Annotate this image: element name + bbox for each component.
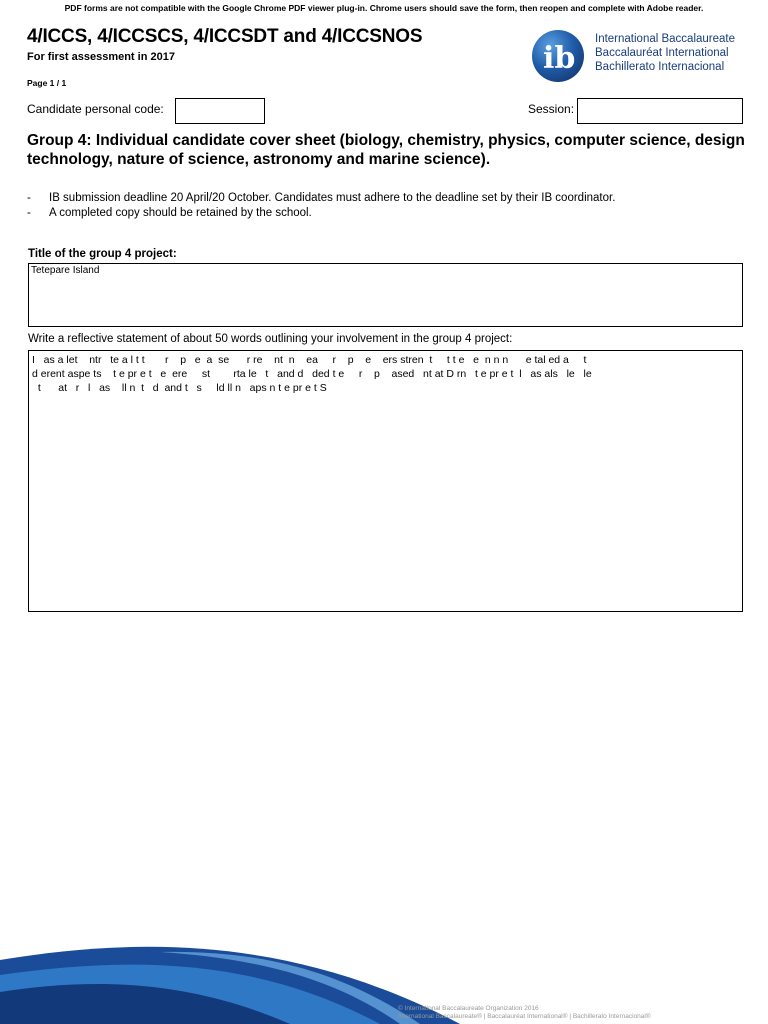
reflection-line: I as a let ntr te a l t t r p e a se r re nt n ea r p e ers stren t t t e e n n n e tal ed a t (32, 354, 587, 366)
reflection-label: Write a reflective statement of about 50 words outlining your involvement in the group 4 project: (28, 333, 513, 345)
ib-globe-icon (530, 28, 590, 84)
page-number: Page 1 / 1 (27, 78, 67, 88)
reflection-line: d erent aspe ts t e pr e t e ere st rta le t and d ded t e r p ased nt at D rn t e pr e t l as als le le (32, 368, 592, 380)
logo-line-fr: Baccalauréat International (595, 47, 729, 59)
copyright-notice (398, 1005, 651, 1021)
copyright-line: © International Baccalaureate Organization 2016 (398, 1005, 539, 1012)
browser-compat-notice: PDF forms are not compatible with the Google Chrome PDF viewer plug-in. Chrome users should save the form, then reopen and complete with Adobe reader. (64, 3, 704, 13)
session-field[interactable] (577, 98, 743, 124)
instructions-list (27, 191, 615, 221)
project-title-field[interactable]: Tetepare Island (28, 263, 743, 327)
reflection-field[interactable] (28, 350, 743, 612)
copyright-line: International Baccalaureate® | Baccalauréat International® | Bachillerato Internacional® (398, 1013, 651, 1020)
assessment-subtitle: For first assessment in 2017 (27, 51, 175, 63)
logo-line-es: Bachillerato Internacional (595, 61, 725, 73)
candidate-code-label: Candidate personal code: (27, 102, 164, 116)
session-label: Session: (528, 102, 575, 116)
list-item: - IB submission deadline 20 April/20 October. Candidates must adhere to the deadline set by their IB coordinator. (27, 192, 616, 204)
candidate-code-field[interactable] (175, 98, 265, 124)
list-item: - A completed copy should be retained by the school. (27, 207, 312, 219)
ib-mark: ib (543, 41, 576, 76)
group-heading: Group 4: Individual candidate cover sheet (biology, chemistry, physics, computer science, design technology, nature of science, astronomy and marine science). (27, 132, 745, 168)
logo-line-en: International Baccalaureate (595, 33, 736, 45)
reflection-line: t at r l as ll n t d and t s ld ll n aps n t e pr e t S (32, 382, 327, 394)
footer-wave-graphic (0, 930, 768, 1024)
project-title-label: Title of the group 4 project: (28, 248, 177, 260)
document-title: 4/ICCS, 4/ICCSCS, 4/ICCSDT and 4/ICCSNOS (27, 26, 423, 47)
ib-logo (530, 28, 760, 84)
